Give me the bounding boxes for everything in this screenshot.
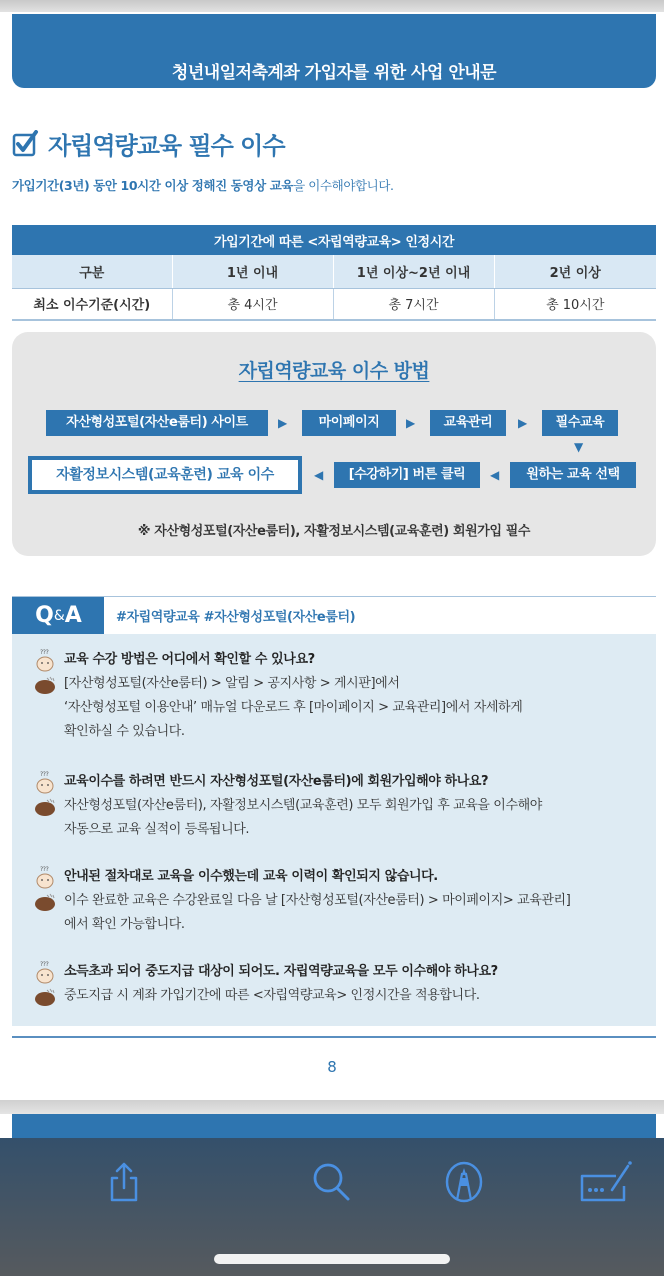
flow-step-portal-site: 자산형성포털(자산e룸터) 사이트 (46, 410, 268, 436)
method-title: 자립역량교육 이수 방법 (238, 360, 430, 382)
flow-step-click-enroll: [수강하기] 버튼 클릭 (334, 462, 480, 488)
qa-answer-line: 자산형성포털(자산e룸터), 자활정보시스템(교육훈련) 모두 회원가입 후 교육을 이수해야 (64, 798, 542, 813)
method-note: ※ 자산형성포털(자산e룸터), 자활정보시스템(교육훈련) 회원가입 필수 (137, 524, 531, 539)
table-cell: 총 7시간 (333, 288, 494, 320)
next-pdf-page[interactable] (0, 1114, 664, 1138)
qa-item (34, 770, 644, 842)
qa-answer-line: [자산형성포털(자산e룸터) > 알림 > 공지사항 > 게시판]에서 (64, 676, 400, 691)
checkbox-checked-icon (12, 130, 40, 158)
qa-badge-q: Q (35, 603, 53, 628)
qa-badge-a: A (64, 603, 81, 628)
arrow-right-icon: ▶ (406, 416, 416, 430)
qa-badge-amp: & (53, 607, 64, 624)
table-header-cell: 1년 이상~2년 이내 (333, 255, 494, 288)
confused-character-icon (34, 865, 56, 889)
next-page-banner (12, 1114, 656, 1138)
banner-title: 청년내일저축계좌 가입자를 위한 사업 안내문 (171, 63, 497, 83)
confused-character-icon (34, 960, 56, 984)
table-header-cell: 2년 이상 (494, 255, 656, 288)
flow-step-required-edu: 필수교육 (542, 410, 618, 436)
qa-question: 교육 수강 방법은 어디에서 확인할 수 있나요? (64, 652, 315, 667)
section-intro (12, 176, 394, 194)
qa-tags: #자립역량교육 #자산형성포털(자산e룸터) (116, 610, 356, 625)
table-cell: 총 10시간 (494, 288, 656, 320)
answer-character-icon (34, 672, 56, 696)
qa-header (12, 596, 656, 634)
qa-body (12, 634, 656, 1026)
qa-item (34, 960, 644, 1008)
arrow-left-icon: ◀ (490, 468, 500, 482)
svg-text:???: ??? (40, 961, 49, 968)
arrow-right-icon: ▶ (518, 416, 528, 430)
table-cell: 최소 이수기준(시간) (12, 288, 172, 320)
confused-character-icon (34, 770, 56, 794)
answer-character-icon (34, 889, 56, 913)
intro-emphasis: 가입기간(3년) 동안 10시간 이상 정해진 동영상 교육 (12, 178, 294, 193)
search-icon[interactable] (310, 1160, 354, 1204)
section-heading (12, 126, 285, 161)
qa-question: 교육이수를 하려면 반드시 자산형성포털(자산e룸터)에 회원가입해야 하나요? (64, 774, 489, 789)
section-title: 자립역량교육 필수 이수 (48, 132, 285, 160)
footer-divider (12, 1036, 656, 1038)
arrow-down-icon: ▼ (574, 440, 584, 454)
markup-icon[interactable] (442, 1160, 486, 1204)
recognition-time-table (12, 225, 656, 321)
intro-rest: 을 이수해야합니다. (293, 178, 394, 193)
qa-answer-line: 이수 완료한 교육은 수강완료일 다음 날 [자산형성포털(자산e룸터) > 마이페이지> 교육관리] (64, 893, 571, 908)
qa-answer-line: 확인하실 수 있습니다. (64, 724, 185, 739)
qa-question: 소득초과 되어 중도지급 대상이 되어도. 자립역량교육을 모두 이수해야 하나요? (64, 964, 498, 979)
flow-step-select-edu: 원하는 교육 선택 (510, 462, 636, 488)
arrow-left-icon: ◀ (314, 468, 324, 482)
confused-character-icon (34, 648, 56, 672)
table-header-row (12, 255, 656, 288)
flow-step-complete-edu: 자활정보시스템(교육훈련) 교육 이수 (28, 456, 302, 494)
page-separator (0, 1100, 664, 1114)
qa-badge (12, 597, 104, 635)
flow-step-edu-management: 교육관리 (430, 410, 506, 436)
arrow-right-icon: ▶ (278, 416, 288, 430)
page-number: 8 (327, 1058, 337, 1076)
qa-question: 안내된 절차대로 교육을 이수했는데 교육 이력이 확인되지 않습니다. (64, 869, 438, 884)
qa-answer-line: 중도지급 시 계좌 가입기간에 따른 <자립역량교육> 인정시간을 적용합니다. (64, 988, 480, 1003)
qa-answer-line: ‘자산형성포털 이용안내’ 매뉴얼 다운로드 후 [마이페이지 > 교육관리]에서 자세하게 (64, 700, 523, 715)
svg-text:???: ??? (40, 771, 49, 778)
qa-item (34, 865, 644, 937)
table-header-cell: 구분 (12, 255, 172, 288)
answer-character-icon (34, 794, 56, 818)
share-icon[interactable] (102, 1160, 146, 1204)
svg-text:???: ??? (40, 649, 49, 656)
table-caption: 가입기간에 따른 <자립역량교육> 인정시간 (12, 225, 656, 255)
signature-icon[interactable] (578, 1160, 634, 1204)
home-indicator[interactable] (214, 1254, 450, 1264)
flow-step-mypage: 마이페이지 (302, 410, 396, 436)
table-row (12, 288, 656, 320)
qa-answer-line: 자동으로 교육 실적이 등록됩니다. (64, 822, 250, 837)
top-page-edge (0, 0, 664, 12)
table-cell: 총 4시간 (172, 288, 333, 320)
answer-character-icon (34, 984, 56, 1008)
svg-text:???: ??? (40, 866, 49, 873)
table-header-cell: 1년 이내 (172, 255, 333, 288)
pdf-page (0, 12, 664, 1100)
method-flow-box (12, 332, 656, 556)
qa-item (34, 648, 644, 744)
page-banner (12, 14, 656, 88)
bottom-toolbar (0, 1138, 664, 1276)
qa-answer-line: 에서 확인 가능합니다. (64, 917, 185, 932)
